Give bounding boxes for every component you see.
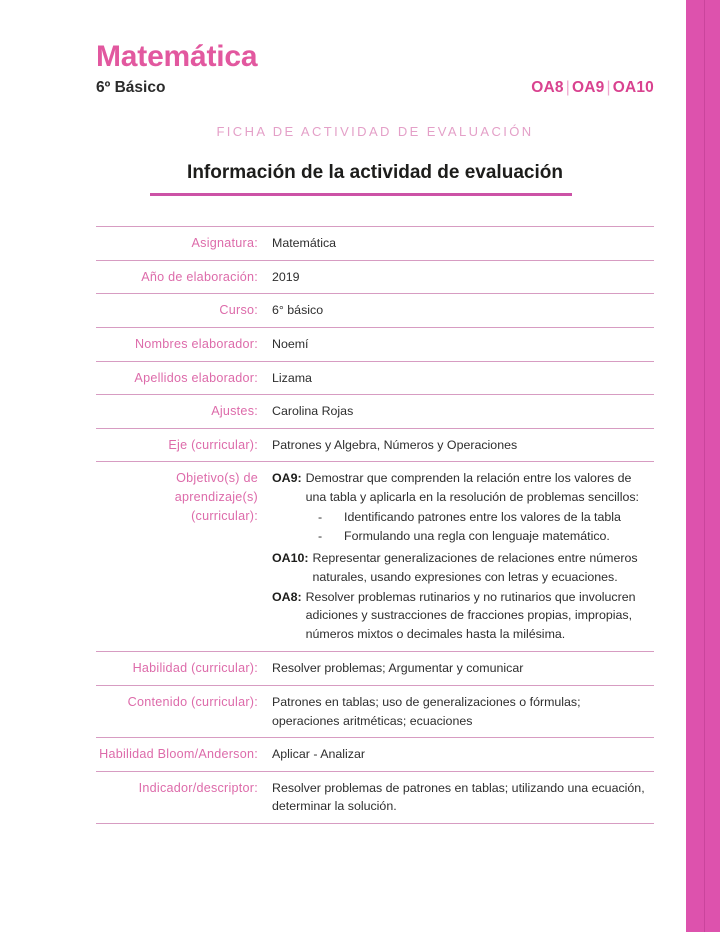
table-row: [96, 738, 654, 772]
row-value-6: Patrones y Algebra, Números y Operaciones: [272, 437, 518, 452]
title-underline-rule: [150, 193, 572, 196]
table-row: [96, 429, 654, 463]
row-tail-value-2: Aplicar - Analizar: [272, 747, 365, 762]
oa-code-1: OA8: [531, 79, 564, 96]
row-value-2: 6° básico: [272, 303, 324, 318]
objective-code-0: OA9:: [272, 471, 302, 486]
row-value-4: Lizama: [272, 370, 312, 385]
table-row-objectives: [96, 462, 654, 652]
oa-code-list: [531, 79, 654, 97]
table-row: [96, 362, 654, 396]
row-label-5: Ajustes:: [211, 404, 258, 419]
oa-separator-1: |: [565, 79, 570, 96]
objective-entry: [272, 588, 650, 644]
bullet-text-0-1: Formulando una regla con lenguaje matemático.: [344, 529, 610, 544]
row-value-0: Matemática: [272, 236, 337, 250]
right-edge-accent-bar: [686, 0, 720, 932]
row-value-1: 2019: [272, 269, 300, 284]
info-rows-top: [96, 227, 654, 462]
list-item: [272, 527, 650, 547]
header-secondary-row: [96, 79, 654, 97]
objective-entry: [272, 549, 650, 586]
activity-info-table: [96, 226, 654, 824]
row-label-4: Apellidos elaborador:: [134, 370, 258, 385]
row-tail-value-1: Patrones en tablas; uso de generalizaciones o fórmulas; operaciones aritméticas; ecuaciones: [272, 694, 581, 728]
row-tail-label-2: Habilidad Bloom/Anderson:: [99, 747, 258, 762]
row-label-1: Año de elaboración:: [141, 269, 258, 284]
grade-level: 6º Básico: [96, 79, 166, 96]
objective-text-2: Resolver problemas rutinarios y no rutinarios que involucren adiciones y sustracciones de fracciones propias, impropias, números mixtos o decimales hasta la milésima.: [305, 589, 636, 641]
table-row: [96, 772, 654, 824]
page-title: Información de la actividad de evaluación: [187, 162, 563, 183]
row-label-2: Curso:: [219, 303, 258, 318]
info-rows-tail: [96, 652, 654, 824]
objective-code-2: OA8:: [272, 589, 302, 604]
table-row: [96, 294, 654, 328]
table-row: [96, 686, 654, 738]
row-label-0: Asignatura:: [191, 236, 258, 250]
row-tail-label-3: Indicador/descriptor:: [138, 780, 258, 795]
table-row: [96, 328, 654, 362]
table-row: [96, 395, 654, 429]
row-tail-label-1: Contenido (curricular):: [127, 694, 258, 709]
row-tail-value-0: Resolver problemas; Argumentar y comunicar: [272, 661, 524, 676]
row-value-5: Carolina Rojas: [272, 404, 354, 419]
sheet-kind-subtitle: FICHA DE ACTIVIDAD DE EVALUACIÓN: [216, 124, 534, 139]
subject-title: Matemática: [96, 40, 258, 73]
list-item: [272, 508, 650, 528]
objective-text-1: Representar generalizaciones de relaciones entre números naturales, usando expresiones con letras y ecuaciones.: [312, 551, 638, 584]
bullet-dash-icon: -: [318, 509, 323, 524]
document-header: [96, 40, 654, 183]
right-edge-accent-seam: [704, 0, 705, 932]
bullet-dash-icon: -: [318, 529, 323, 544]
table-row: [96, 652, 654, 686]
objective-bullets-0: [272, 508, 650, 548]
objective-code-1: OA10:: [272, 551, 309, 566]
table-row: [96, 261, 654, 295]
objective-entry: [272, 469, 650, 506]
row-tail-value-3: Resolver problemas de patrones en tablas; utilizando una ecuación, determinar la solución.: [272, 780, 645, 814]
objective-text-0: Demostrar que comprenden la relación entre los valores de una tabla y aplicarla en la resolución de problemas sencillos:: [305, 471, 639, 504]
row-label-objectives: Objetivo(s) de aprendizaje(s) (curricular):: [174, 471, 258, 523]
oa-code-3: OA10: [612, 79, 654, 96]
table-row: [96, 227, 654, 261]
bullet-text-0-0: Identificando patrones entre los valores de la tabla: [344, 509, 621, 524]
oa-separator-2: |: [606, 79, 611, 96]
oa-code-2: OA9: [571, 79, 605, 96]
row-tail-label-0: Habilidad (curricular):: [132, 661, 258, 676]
row-value-3: Noemí: [272, 336, 309, 351]
row-label-3: Nombres elaborador:: [134, 336, 258, 351]
row-label-6: Eje (curricular):: [168, 437, 258, 452]
row-value-objectives: [272, 469, 654, 644]
